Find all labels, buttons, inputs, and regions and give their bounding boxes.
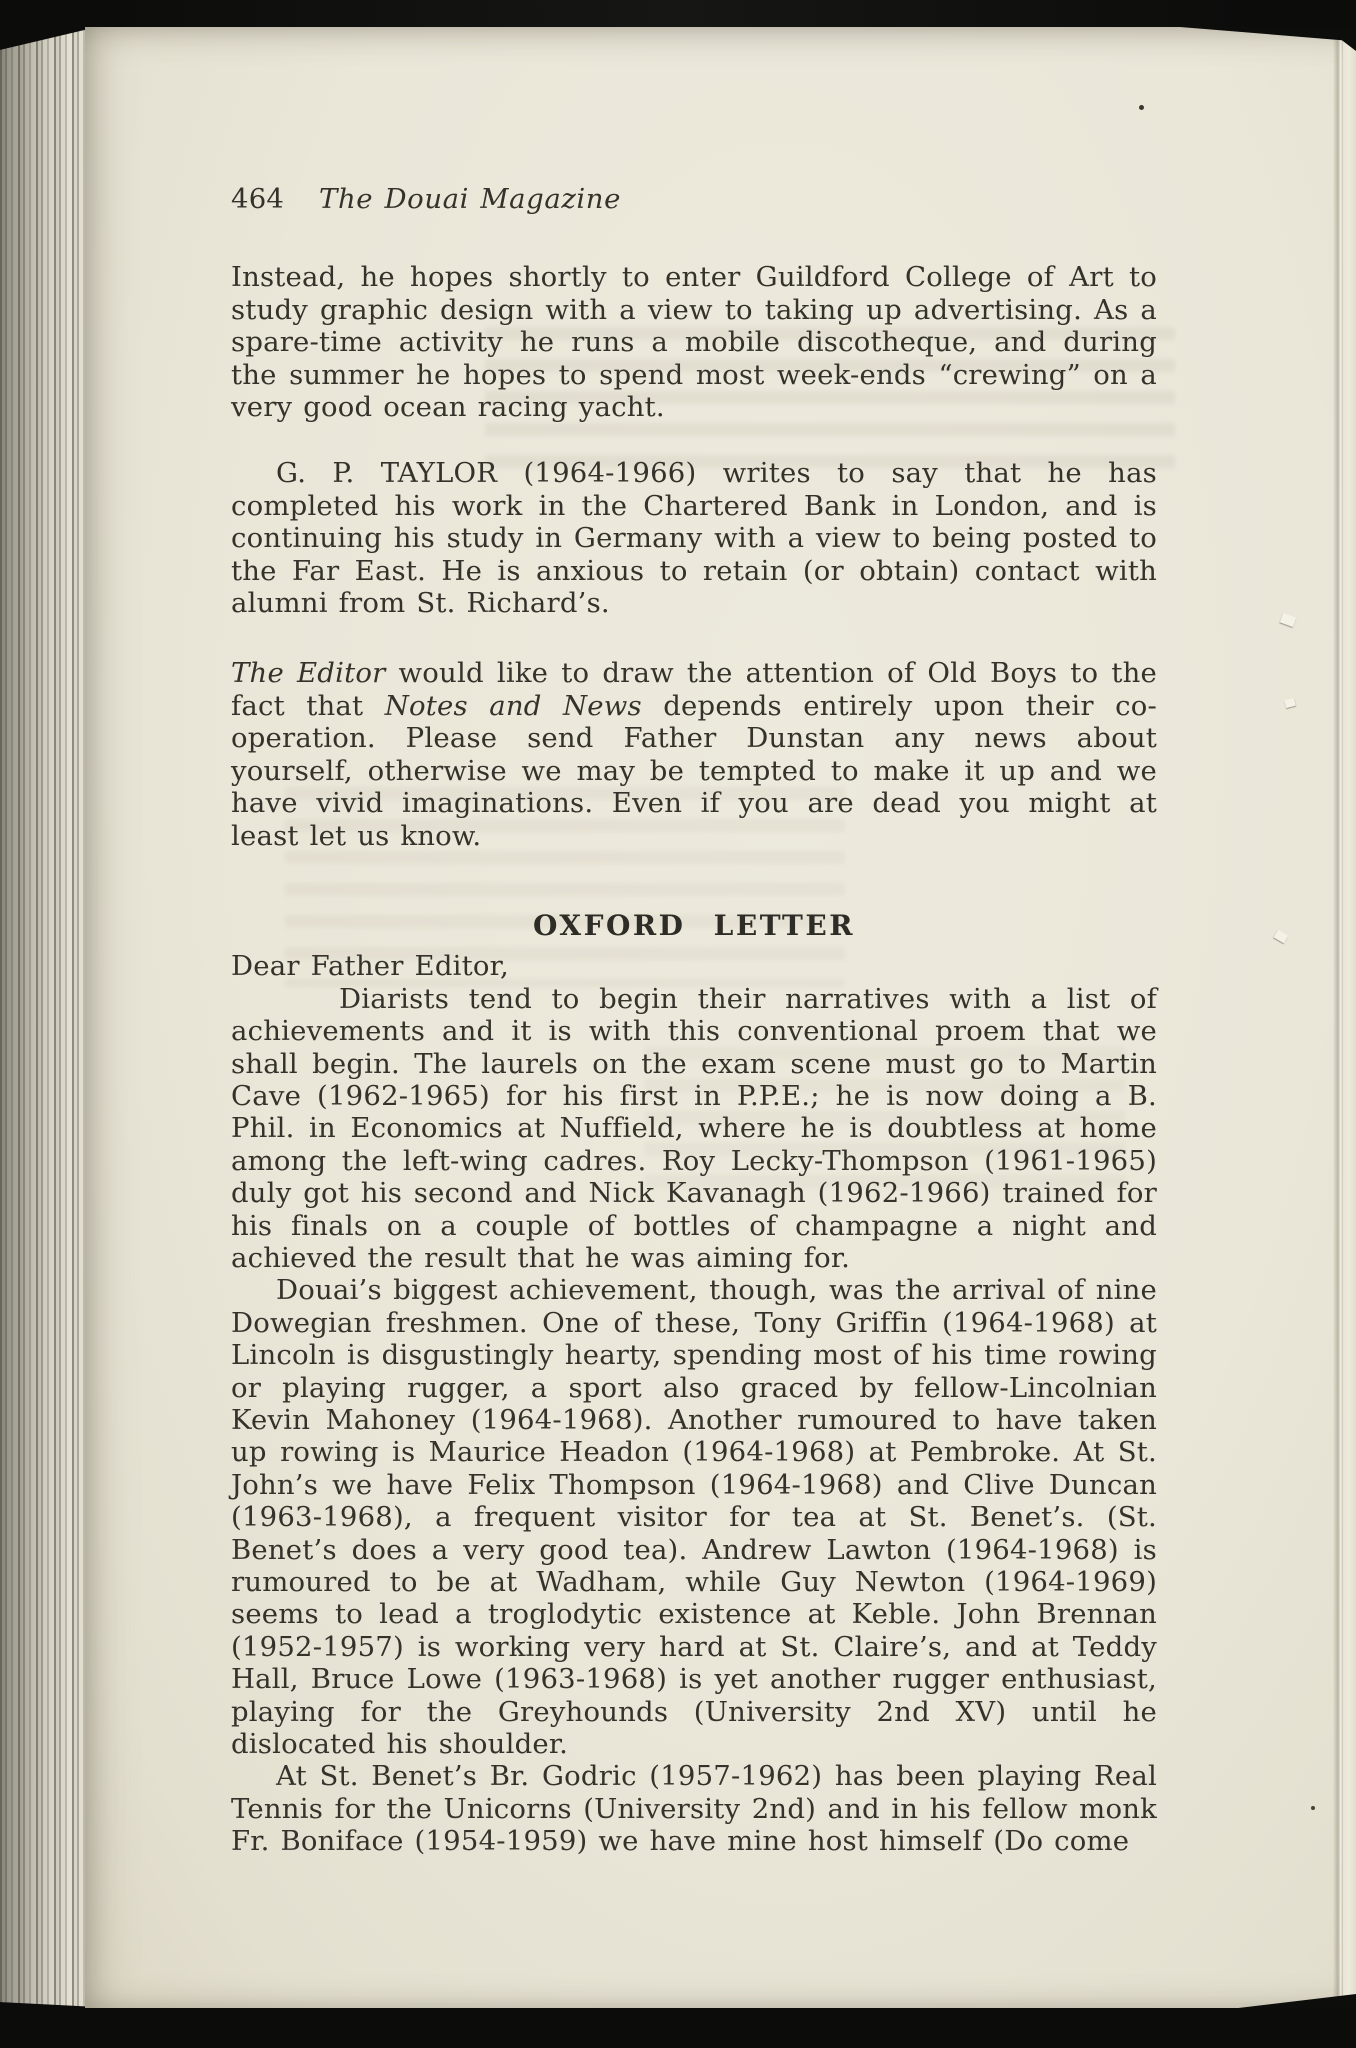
paper-speck: [1139, 105, 1144, 110]
paragraph-douai-freshmen: Douai’s biggest achievement, though, was the arrival of nine Dowegian freshmen. One of these, Tony Griffin (1964-1968) at Lincoln is disgustingly hearty, spending most of his time rowing or playing rugger, a sport also graced by fellow-Lincolnian Kevin Mahoney (1964-1968). Another rumoured to have taken up rowing is Maurice Headon (1964-1968) at Pembroke. At St. John’s we have Felix Thompson (1964-1968) and Clive Duncan (1963-1968), a frequent visitor for tea at St. Benet’s. (St. Benet’s does a very good tea). Andrew Lawton (1964-1968) is rumoured to be at Wadham, while Guy Newton (1964-1969) seems to lead a troglodytic existence at Keble. John Brennan (1952-1957) is working very hard at St. Claire’s, and at Teddy Hall, Bruce Lowe (1963-1968) is yet another rugger enthusiast, playing for the Greyhounds (University 2nd XV) until he dislocated his shoulder.: [231, 1274, 1157, 1761]
paper-chip-flaw: [1284, 698, 1296, 708]
paragraph-instead: Instead, he hopes shortly to enter Guildford College of Art to study graphic design with a view to taking up advertising. As a spare-time activity he runs a mobile discotheque, and during the summer he hopes to spend most week-ends “crewing” on a very good ocean racing yacht.: [231, 261, 1157, 424]
paper-speck: [1311, 1806, 1315, 1810]
paragraph-editor-note: [231, 657, 1157, 851]
gutter-crease: [1333, 27, 1343, 2008]
adjacent-page-edge: [1343, 27, 1356, 2008]
section-heading-oxford-letter: OXFORD LETTER: [532, 908, 855, 942]
text-column: [231, 27, 1157, 1858]
page-header: [231, 183, 1157, 215]
paragraph-taylor: G. P. TAYLOR (1964-1966) writes to say that he has completed his work in the Chartered Bank in London, and is continuing his study in Germany with a view to being posted to the Far East. He is anxious to retain (or obtain) contact with alumni from St. Richard’s.: [231, 457, 1157, 620]
salutation: Dear Father Editor,: [231, 950, 509, 983]
paragraph-st-benets: At St. Benet’s Br. Godric (1957-1962) has been playing Real Tennis for the Unicorns (University 2nd) and in his fellow monk Fr. Boniface (1954-1959) we have mine host himself (Do come: [231, 1760, 1157, 1858]
paper-chip-flaw: [1280, 613, 1297, 627]
editor-text-b: depends entirely upon their co-operation. Please send Father Dunstan any news about yourself, otherwise we may be tempted to make it up and we have vivid imaginations. Even if you are dead you might at least let us know.: [231, 689, 1158, 852]
editor-italic-lead: The Editor: [231, 657, 386, 690]
paper-chip-flaw: [1274, 930, 1289, 944]
page-number: 464: [231, 183, 285, 215]
paragraph-diarists: Diarists tend to begin their narratives with a list of achievements and it is with this conventional proem that we shall begin. The laurels on the exam scene must go to Martin Cave (1962-1965) for his first in P.P.E.; he is now doing a B. Phil. in Economics at Nuffield, where he is doubtless at home among the left-wing cadres. Roy Lecky-Thompson (1961-1965) duly got his second and Nick Kavanagh (1962-1966) trained for his finals on a couple of bottles of champagne a night and achieved the result that he was aiming for.: [231, 982, 1157, 1274]
running-title: The Douai Magazine: [319, 183, 621, 215]
book-page: [85, 27, 1356, 2008]
notes-and-news-italic-title: Notes and News: [384, 689, 642, 722]
editor-text-a: would like to draw the attention of Old Boys to the fact that: [231, 657, 1158, 722]
page-edge-stack: [0, 0, 97, 2048]
